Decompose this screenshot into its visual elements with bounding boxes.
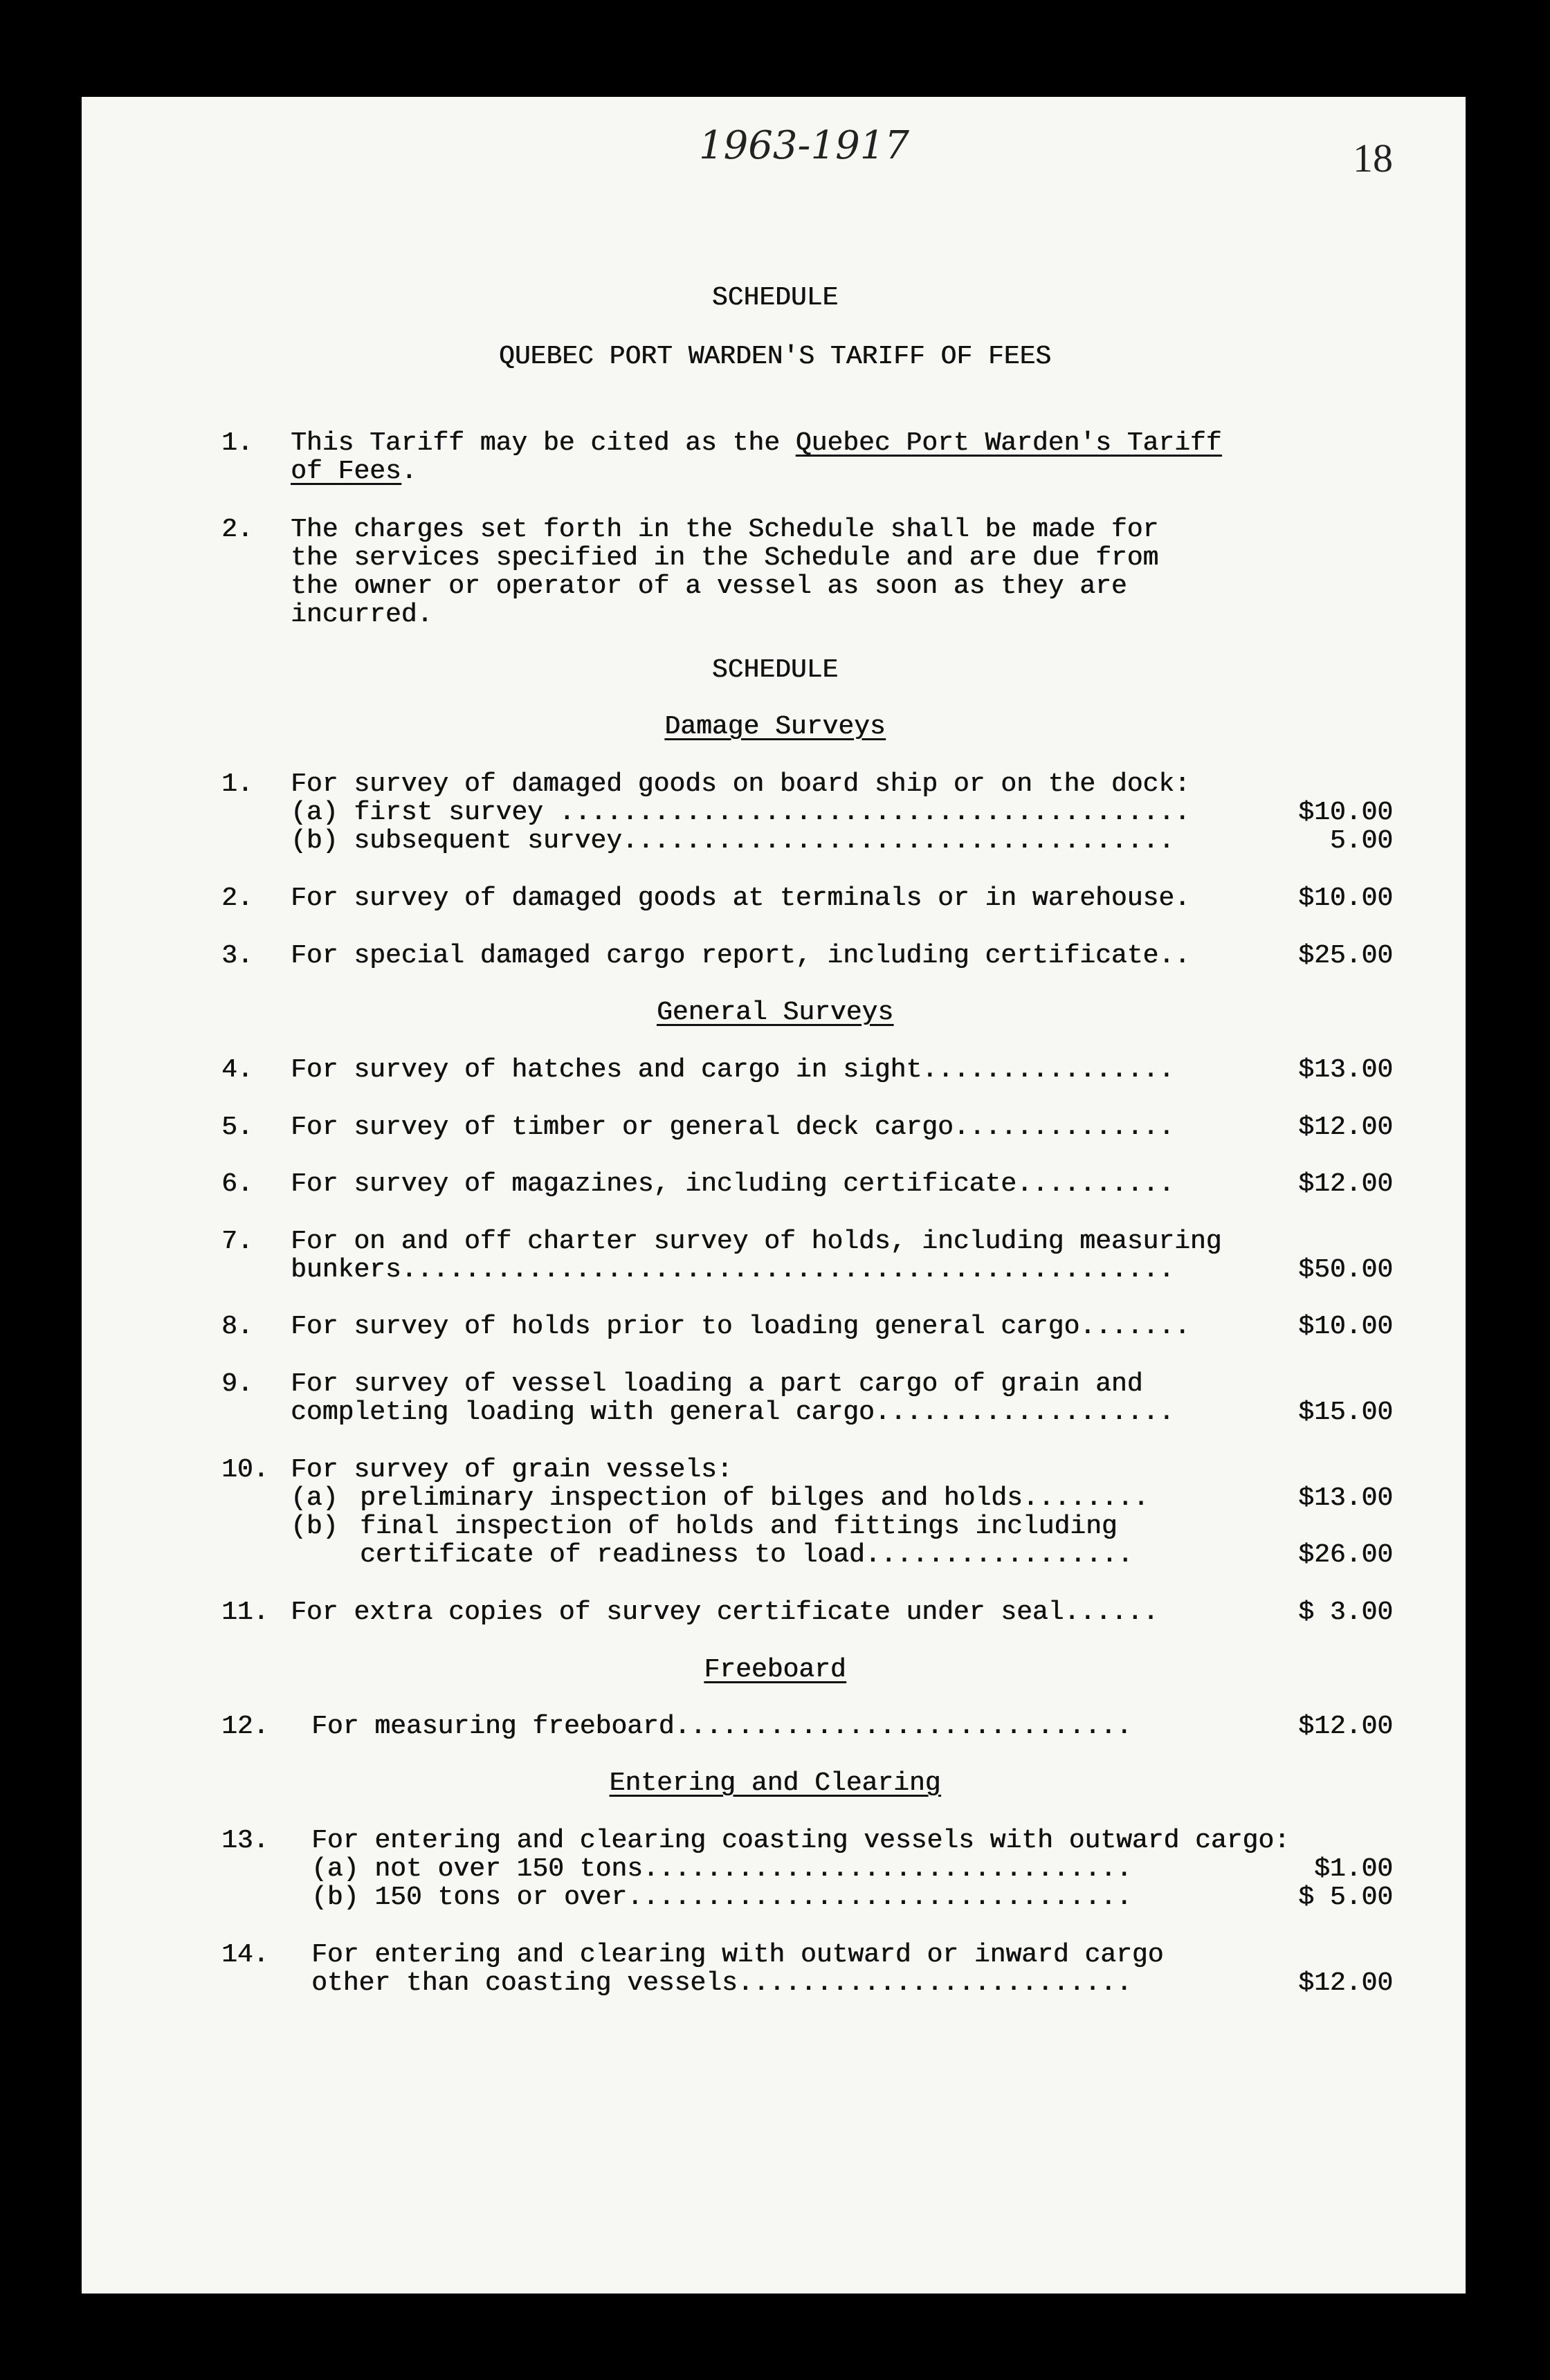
item-number: 1. bbox=[221, 769, 253, 799]
item-sub-text: preliminary inspection of bilges and holds........ bbox=[360, 1483, 1149, 1513]
section-heading-damage bbox=[0, 713, 1550, 741]
item-text: For survey of timber or general deck cargo.............. bbox=[291, 1113, 1175, 1142]
item-number: 6. bbox=[221, 1169, 253, 1199]
intro-item-text-lead: This Tariff may be cited as the bbox=[291, 428, 796, 458]
intro-item-line: The charges set forth in the Schedule shall be made for bbox=[291, 515, 1159, 544]
item-number: 8. bbox=[221, 1312, 253, 1342]
intro-item-number: 1. bbox=[221, 428, 253, 458]
item-text: For survey of vessel loading a part cargo of grain and bbox=[291, 1369, 1143, 1399]
item-sub-text: (a) not over 150 tons............................... bbox=[311, 1854, 1132, 1884]
item-number: 9. bbox=[221, 1369, 253, 1399]
item-number: 14. bbox=[221, 1940, 269, 1970]
item-number: 5. bbox=[221, 1113, 253, 1142]
item-number: 2. bbox=[221, 884, 253, 913]
item-text: For survey of holds prior to loading general cargo....... bbox=[291, 1312, 1190, 1342]
item-number: 11. bbox=[221, 1598, 269, 1627]
item-fee: $12.00 bbox=[1298, 1712, 1393, 1741]
item-fee: $25.00 bbox=[1298, 941, 1393, 971]
item-text-cont: completing loading with general cargo................... bbox=[291, 1398, 1175, 1427]
section-heading-freeboard bbox=[0, 1656, 1550, 1684]
section-heading-entering-text: Entering and Clearing bbox=[609, 1768, 941, 1798]
section-heading-general-text: General Surveys bbox=[656, 998, 894, 1027]
item-sub-text: (b) subsequent survey................................... bbox=[291, 826, 1175, 856]
intro-item-line: the owner or operator of a vessel as soon as they are bbox=[291, 571, 1127, 601]
intro-item-number: 2. bbox=[221, 515, 253, 544]
item-text: For survey of damaged goods on board ship or on the dock: bbox=[291, 769, 1190, 799]
item-number: 10. bbox=[221, 1455, 269, 1485]
item-number: 7. bbox=[221, 1227, 253, 1256]
item-text: For entering and clearing with outward or inward cargo bbox=[311, 1940, 1164, 1970]
tariff-title: Quebec Port Warden's Tariff bbox=[795, 428, 1222, 458]
intro-item-line: the services specified in the Schedule and are due from bbox=[291, 543, 1159, 573]
section-heading-general bbox=[0, 998, 1550, 1027]
schedule-heading: SCHEDULE bbox=[711, 655, 839, 685]
document-subtitle: QUEBEC PORT WARDEN'S TARIFF OF FEES bbox=[498, 342, 1052, 372]
item-text: For survey of damaged goods at terminals or in warehouse. bbox=[291, 884, 1190, 913]
item-fee: $10.00 bbox=[1298, 1312, 1393, 1342]
intro-item-text-cont bbox=[291, 457, 417, 486]
item-number: 3. bbox=[221, 941, 253, 971]
item-fee: $ 3.00 bbox=[1298, 1598, 1393, 1627]
item-text: For survey of magazines, including certificate.......... bbox=[291, 1169, 1175, 1199]
item-fee: $10.00 bbox=[1298, 798, 1393, 827]
item-fee: $10.00 bbox=[1298, 884, 1393, 913]
page-number: 18 bbox=[1353, 136, 1393, 181]
tariff-title-cont: of Fees bbox=[291, 457, 401, 486]
item-number: 12. bbox=[221, 1712, 269, 1741]
intro-item-text-end: . bbox=[401, 457, 417, 486]
handwritten-note: 1963-1917 bbox=[699, 123, 909, 168]
section-heading-entering bbox=[0, 1769, 1550, 1797]
item-sub-label: (a) bbox=[291, 1483, 338, 1513]
item-sub-text: (b) 150 tons or over................................ bbox=[311, 1883, 1132, 1912]
item-fee: $50.00 bbox=[1298, 1255, 1393, 1285]
item-fee: $13.00 bbox=[1298, 1055, 1393, 1085]
item-text: For survey of grain vessels: bbox=[291, 1455, 733, 1485]
item-number: 13. bbox=[221, 1826, 269, 1856]
item-fee: $12.00 bbox=[1298, 1968, 1393, 1998]
section-heading-damage-text: Damage Surveys bbox=[664, 712, 886, 742]
item-fee: $13.00 bbox=[1298, 1483, 1393, 1513]
item-text: For entering and clearing coasting vessels with outward cargo: bbox=[311, 1826, 1290, 1856]
item-text-cont: bunkers................................................. bbox=[291, 1255, 1175, 1285]
item-fee: 5.00 bbox=[1329, 826, 1393, 856]
item-text: For on and off charter survey of holds, including measuring bbox=[291, 1227, 1222, 1256]
item-text: For special damaged cargo report, including certificate.. bbox=[291, 941, 1190, 971]
item-fee: $1.00 bbox=[1313, 1854, 1393, 1884]
item-sub-text: (a) first survey ........................................ bbox=[291, 798, 1190, 827]
item-sub-text-cont: certificate of readiness to load................. bbox=[360, 1540, 1133, 1570]
item-fee: $12.00 bbox=[1298, 1169, 1393, 1199]
item-fee: $15.00 bbox=[1298, 1398, 1393, 1427]
document-title: SCHEDULE bbox=[711, 283, 839, 313]
item-fee: $26.00 bbox=[1298, 1540, 1393, 1570]
item-text: For extra copies of survey certificate under seal...... bbox=[291, 1598, 1159, 1627]
item-fee: $ 5.00 bbox=[1298, 1883, 1393, 1912]
item-text: For measuring freeboard............................. bbox=[311, 1712, 1132, 1741]
item-sub-label: (b) bbox=[291, 1512, 338, 1541]
item-text: For survey of hatches and cargo in sight................ bbox=[291, 1055, 1175, 1085]
section-heading-freeboard-text: Freeboard bbox=[704, 1655, 846, 1685]
intro-item-line: incurred. bbox=[291, 600, 433, 630]
item-sub-text: final inspection of holds and fittings including bbox=[360, 1512, 1118, 1541]
item-fee: $12.00 bbox=[1298, 1113, 1393, 1142]
item-text-cont: other than coasting vessels......................... bbox=[311, 1968, 1132, 1998]
item-number: 4. bbox=[221, 1055, 253, 1085]
intro-item-text bbox=[291, 429, 1221, 457]
